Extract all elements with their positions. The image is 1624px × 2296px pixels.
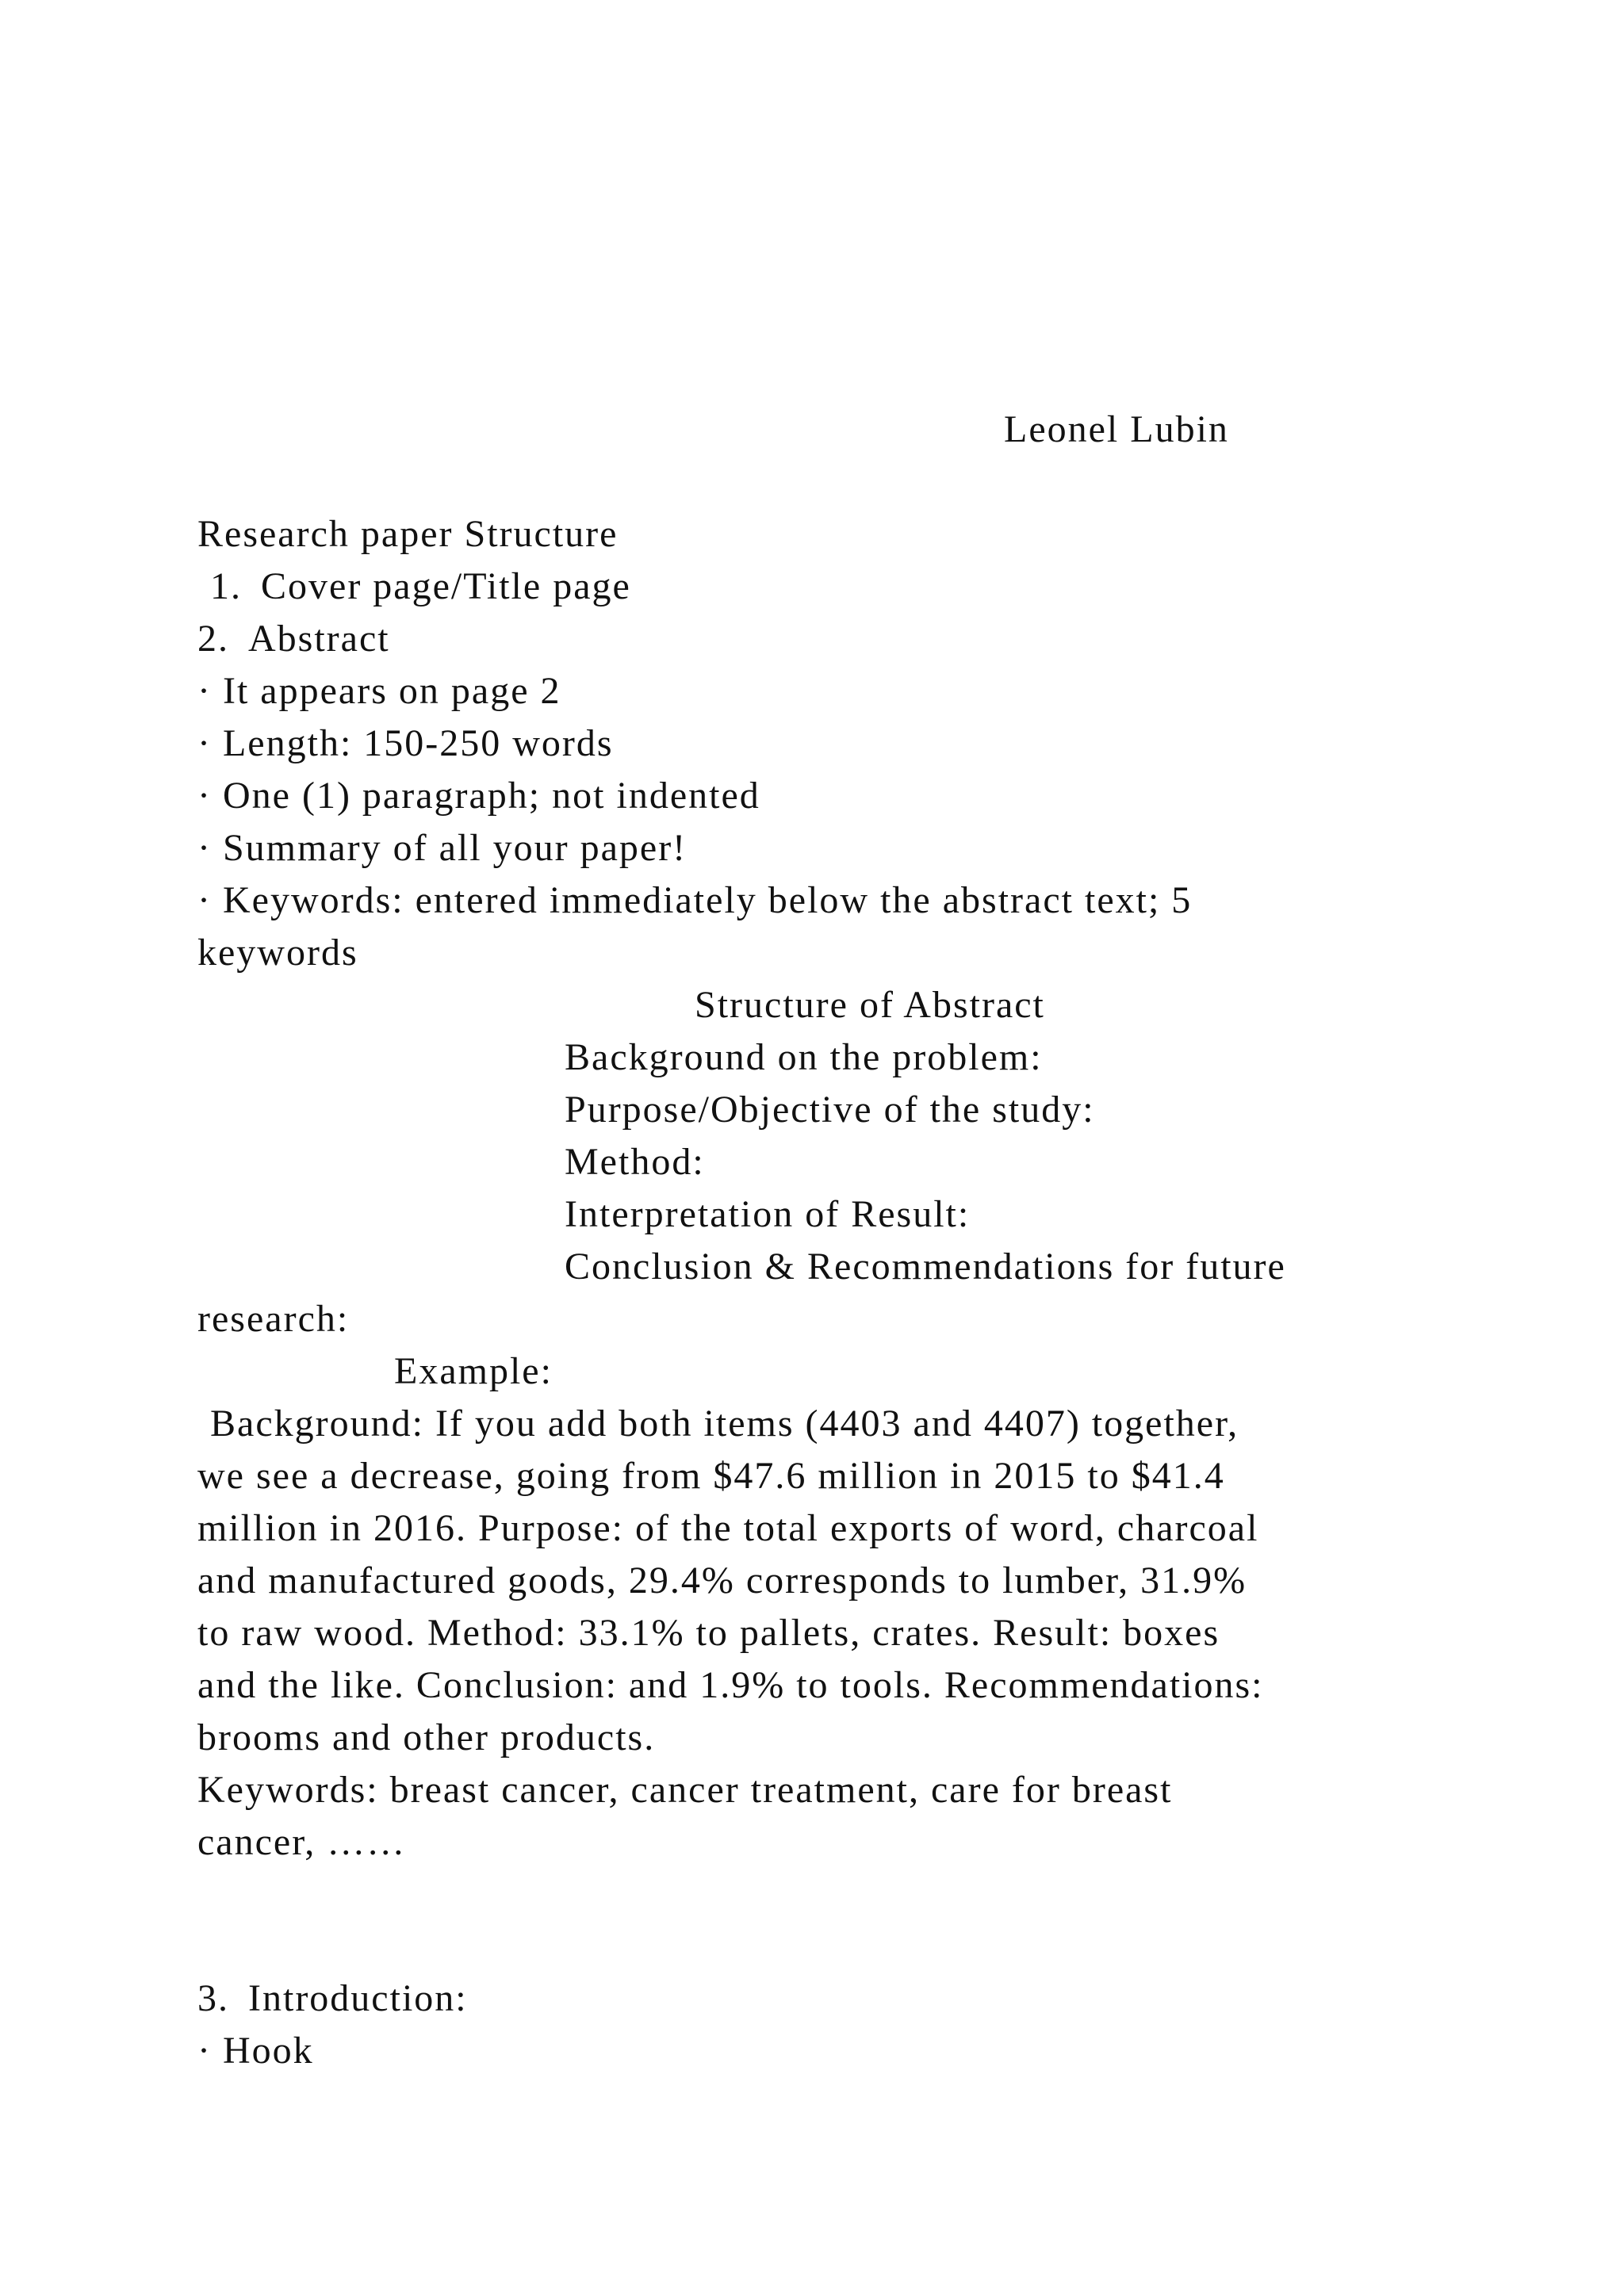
example-keywords-line: Keywords: breast cancer, cancer treatment, care for breast <box>197 1769 1173 1811</box>
example-text-line: to raw wood. Method: 33.1% to pallets, crates. Result: boxes <box>197 1612 1220 1654</box>
abstract-bullet <box>197 772 760 825</box>
structure-heading: Structure of Abstract <box>695 984 1045 1026</box>
section-1-label: Cover page/Title page <box>261 565 631 607</box>
bullet-text: Keywords: entered immediately below the abstract text; 5 <box>222 879 1193 921</box>
bullet-text: Summary of all your paper! <box>222 827 688 869</box>
document-title: Research paper Structure <box>197 513 619 555</box>
bullet-symbol: · <box>197 827 212 869</box>
abstract-bullet <box>197 825 687 877</box>
bullet-symbol: · <box>197 879 212 921</box>
structure-item: Conclusion & Recommendations for future <box>565 1246 1286 1288</box>
section-1-heading <box>210 563 631 615</box>
bullet-symbol: · <box>197 670 212 712</box>
example-text-line: and manufactured goods, 29.4% corresponds to lumber, 31.9% <box>197 1559 1247 1601</box>
section-2-number: 2. <box>197 618 229 660</box>
bullet-text: Hook <box>222 2030 314 2072</box>
abstract-bullet <box>197 668 561 720</box>
structure-item: Interpretation of Result: <box>565 1193 971 1235</box>
section-2-label: Abstract <box>248 618 390 660</box>
example-text-line: brooms and other products. <box>197 1716 656 1758</box>
bullet-symbol: · <box>197 722 212 764</box>
bullet-text: Length: 150-250 words <box>222 722 614 764</box>
abstract-bullet <box>197 877 1192 929</box>
abstract-bullet-continuation: keywords <box>197 932 358 974</box>
example-text-line: Background: If you add both items (4403 and 4407) together, <box>210 1402 1239 1445</box>
structure-item: Method: <box>565 1141 705 1183</box>
introduction-bullet <box>197 2027 314 2080</box>
example-text-line: million in 2016. Purpose: of the total exports of word, charcoal <box>197 1507 1259 1549</box>
section-3-label: Introduction: <box>248 1977 468 2019</box>
example-text-line: we see a decrease, going from $47.6 million in 2015 to $41.4 <box>197 1455 1225 1497</box>
bullet-text: One (1) paragraph; not indented <box>222 775 760 817</box>
section-3-heading <box>197 1975 468 2027</box>
abstract-bullet <box>197 720 614 772</box>
bullet-symbol: · <box>197 2030 212 2072</box>
structure-item: Background on the problem: <box>565 1036 1043 1078</box>
section-3-number: 3. <box>197 1977 229 2019</box>
bullet-symbol: · <box>197 775 212 817</box>
structure-item: Purpose/Objective of the study: <box>565 1089 1095 1131</box>
example-label: Example: <box>394 1350 553 1392</box>
section-2-heading <box>197 615 390 668</box>
example-keywords-line: cancer, …… <box>197 1821 407 1863</box>
example-text-line: and the like. Conclusion: and 1.9% to tools. Recommendations: <box>197 1664 1264 1706</box>
section-1-number: 1. <box>210 565 242 607</box>
bullet-text: It appears on page 2 <box>222 670 561 712</box>
structure-item-continuation: research: <box>197 1298 350 1340</box>
author-name: Leonel Lubin <box>1004 408 1229 450</box>
